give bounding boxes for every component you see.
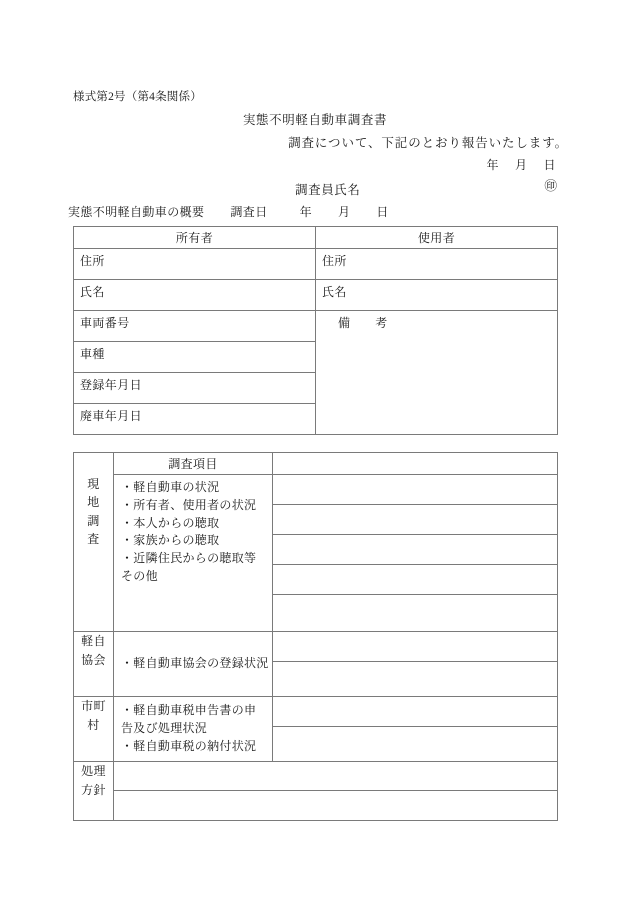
- answer-cell[interactable]: [273, 727, 557, 758]
- overview-row: [68, 203, 568, 220]
- section-label-char: 村: [87, 717, 100, 732]
- form-number: 様式第2号（第4条関係）: [73, 91, 202, 103]
- overview-year-label: 年: [299, 205, 313, 219]
- answer-cell[interactable]: [114, 762, 557, 791]
- table-row: [74, 249, 558, 280]
- overview-label: 実態不明軽自動車の概要: [68, 205, 205, 219]
- section-items-field-survey: [114, 475, 273, 632]
- survey-item: ・近隣住民からの聴取等その他: [121, 551, 257, 583]
- section-items-municipality: [114, 697, 273, 762]
- table-row: [74, 475, 558, 632]
- report-date-line: [0, 156, 556, 173]
- section-answer-municipality[interactable]: [273, 697, 558, 762]
- section-items-association: [114, 632, 273, 697]
- document-title: 実態不明軽自動車調査書: [242, 113, 388, 127]
- registration-date-label: 登録年月日: [74, 373, 316, 404]
- answer-subrows: [273, 697, 557, 757]
- survey-item: ・軽自動車税申告書の申告及び処理状況: [121, 703, 257, 736]
- answer-cell[interactable]: [273, 632, 557, 662]
- section-label-association: [74, 632, 114, 697]
- date-day-label: 日: [543, 158, 556, 172]
- survey-answer-header: [273, 453, 558, 475]
- answer-cell[interactable]: [273, 595, 557, 626]
- vehicle-number-label: 車両番号: [74, 311, 316, 342]
- remarks-label: 備 考: [316, 311, 558, 435]
- owner-user-table: [73, 226, 558, 435]
- survey-item: ・家族からの聴取: [121, 533, 220, 548]
- header-user: 使用者: [316, 227, 558, 249]
- section-label-char: 地: [87, 495, 100, 510]
- section-answer-association[interactable]: [273, 632, 558, 697]
- vehicle-type-label: 車種: [74, 342, 316, 373]
- scrap-date-label: 廃車年月日: [74, 404, 316, 435]
- section-label-policy: [74, 762, 114, 821]
- section-label-char: 処理: [81, 764, 106, 778]
- answer-cell[interactable]: [273, 662, 557, 693]
- answer-subrows: [114, 762, 557, 820]
- date-month-label: 月: [514, 158, 528, 172]
- section-label-char: 方針: [81, 782, 106, 797]
- survey-table: [73, 452, 558, 821]
- table-row: [74, 280, 558, 311]
- survey-item: ・所有者、使用者の状況: [121, 497, 257, 512]
- answer-subrows: [273, 632, 557, 692]
- owner-name-label: 氏名: [74, 280, 316, 311]
- section-answer-field-survey[interactable]: [273, 475, 558, 632]
- section-label-char: 調: [87, 513, 100, 528]
- table-row: [74, 632, 558, 697]
- table-row: [74, 227, 558, 249]
- section-label-char: 協会: [81, 652, 106, 667]
- survey-items-header: 調査項目: [114, 453, 273, 475]
- section-answer-policy[interactable]: [114, 762, 558, 821]
- owner-address-label: 住所: [74, 249, 316, 280]
- survey-header-spacer: [74, 453, 114, 475]
- section-label-char: 査: [87, 532, 100, 547]
- section-label-char: 現: [87, 476, 100, 491]
- answer-subrows: [273, 475, 557, 625]
- survey-date-label: 調査日: [230, 205, 268, 219]
- section-label-char: 軽自: [81, 634, 106, 648]
- survey-item: ・本人からの聴取: [121, 515, 220, 530]
- survey-item: ・軽自動車協会の登録状況: [121, 656, 269, 671]
- answer-cell[interactable]: [273, 697, 557, 727]
- inspector-row: [73, 180, 557, 198]
- seal-icon: ㊞: [544, 179, 557, 193]
- answer-cell[interactable]: [273, 535, 557, 565]
- report-statement: 調査について、下記のとおり報告いたします。: [288, 136, 568, 150]
- user-name-label: 氏名: [316, 280, 558, 311]
- header-owner: 所有者: [74, 227, 316, 249]
- overview-day-label: 日: [376, 205, 389, 219]
- table-row: [74, 762, 558, 821]
- inspector-name-label: 調査員氏名: [295, 183, 361, 197]
- section-label-field-survey: [74, 475, 114, 632]
- table-row: [74, 697, 558, 762]
- table-row: [74, 311, 558, 342]
- answer-cell[interactable]: [273, 505, 557, 535]
- answer-cell[interactable]: [114, 791, 557, 821]
- user-address-label: 住所: [316, 249, 558, 280]
- section-label-char: 市町: [81, 699, 106, 713]
- answer-cell[interactable]: [273, 475, 557, 505]
- survey-item: ・軽自動車税の納付状況: [121, 738, 257, 753]
- section-label-municipality: [74, 697, 114, 762]
- date-year-label: 年: [486, 158, 499, 172]
- overview-month-label: 月: [338, 205, 351, 219]
- table-row: [74, 453, 558, 475]
- survey-item: ・軽自動車の状況: [121, 480, 220, 494]
- answer-cell[interactable]: [273, 565, 557, 595]
